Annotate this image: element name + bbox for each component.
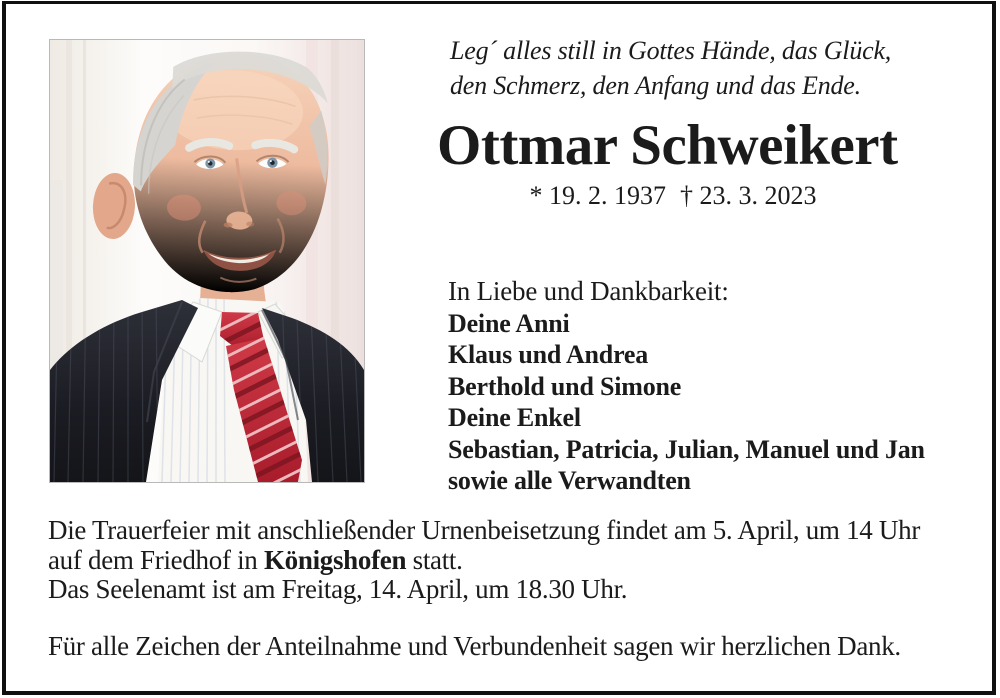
- funeral-line-1: Die Trauerfeier mit anschließender Urnenbeisetzung findet am 5. April, um 14 Uhr: [48, 515, 921, 545]
- funeral-line-2-pre: auf dem Friedhof in: [48, 544, 264, 575]
- portrait-photo: [49, 39, 365, 483]
- funeral-line-3: Das Seelenamt ist am Freitag, 14. April, um 18.30 Uhr.: [48, 574, 628, 604]
- mourner-name: Berthold und Simone: [448, 371, 682, 401]
- portrait-illustration: [50, 40, 364, 482]
- mourner-name: Klaus und Andrea: [448, 340, 649, 369]
- obituary-notice: [2, 1, 996, 695]
- funeral-line-2: [48, 546, 920, 576]
- mourner-name: Sebastian, Patricia, Julian, Manuel und Jan: [448, 434, 925, 464]
- epitaph: [450, 33, 891, 103]
- mourner-name: sowie alle Verwandten: [448, 466, 691, 495]
- deceased-name: Ottmar Schweikert: [437, 114, 898, 177]
- death-date: † 23. 3. 2023: [680, 181, 817, 210]
- funeral-line-2-post: statt.: [406, 544, 463, 575]
- birth-date: * 19. 2. 1937: [529, 181, 666, 210]
- mourners-block: [448, 276, 925, 497]
- mourner-name: Deine Enkel: [448, 403, 581, 432]
- mourners-intro: In Liebe und Dankbarkeit:: [448, 276, 729, 306]
- funeral-place: Königshofen: [263, 544, 407, 575]
- epitaph-line-1: Leg´ alles still in Gottes Hände, das Glück,: [450, 36, 892, 65]
- thanks-line: Für alle Zeichen der Anteilnahme und Verbundenheit sagen wir herzlichen Dank.: [48, 631, 901, 661]
- epitaph-line-2: den Schmerz, den Anfang und das Ende.: [450, 71, 861, 100]
- life-dates: [437, 181, 909, 211]
- mourner-name: Deine Anni: [448, 308, 570, 338]
- funeral-info: [48, 516, 920, 605]
